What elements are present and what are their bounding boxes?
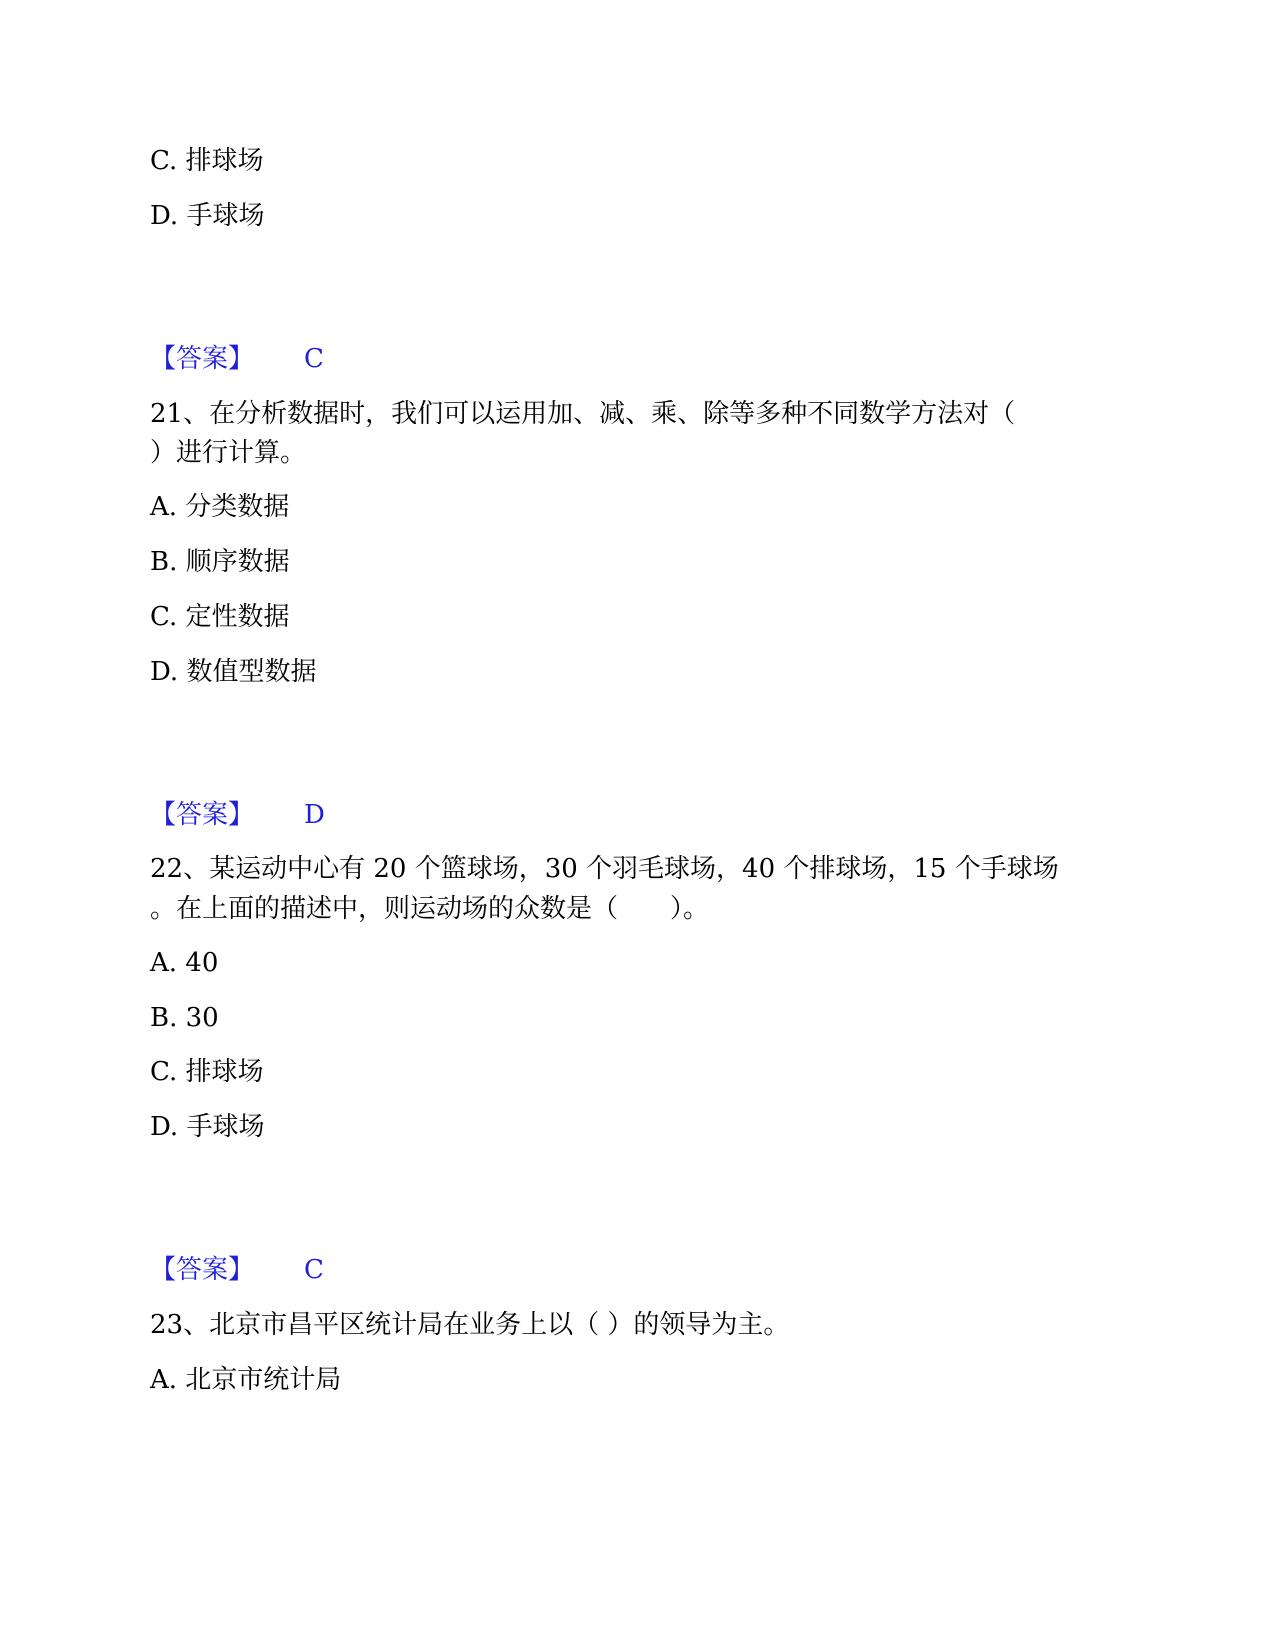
q21-stem-line1: 21、在分析数据时，我们可以运用加、减、乘、除等多种不同数学方法对（ (150, 399, 1016, 429)
q20-option-d: D. 手球场 (150, 201, 265, 231)
answer-label: 【答案】 (150, 800, 255, 830)
q20-option-c: C. 排球场 (150, 146, 264, 176)
answer-label: 【答案】 (150, 1255, 255, 1285)
q22-option-b: B. 30 (150, 1003, 219, 1033)
q23-stem-line1: 23、北京市昌平区统计局在业务上以（ ）的领导为主。 (150, 1310, 790, 1340)
q23-option-a: A. 北京市统计局 (150, 1365, 342, 1395)
q21-option-b: B. 顺序数据 (150, 547, 290, 577)
q21-option-c: C. 定性数据 (150, 602, 290, 632)
q21-stem-line2: ）进行计算。 (150, 438, 307, 468)
q20-answer (150, 343, 324, 375)
q22-option-a: A. 40 (150, 948, 219, 978)
q21-answer (150, 799, 325, 831)
q22-option-d: D. 手球场 (150, 1112, 265, 1142)
q22-option-c: C. 排球场 (150, 1057, 264, 1087)
q22-stem-line1: 22、某运动中心有 20 个篮球场，30 个羽毛球场，40 个排球场，15 个手球场 (150, 854, 1059, 884)
q22-stem-line2: 。在上面的描述中，则运动场的众数是（ ）。 (150, 894, 710, 924)
answer-label: 【答案】 (150, 344, 255, 374)
q22-answer (150, 1254, 324, 1286)
q21-option-d: D. 数值型数据 (150, 657, 317, 687)
answer-value: C (304, 344, 324, 374)
answer-value: C (304, 1255, 324, 1285)
answer-value: D (304, 800, 325, 830)
q21-option-a: A. 分类数据 (150, 492, 290, 522)
